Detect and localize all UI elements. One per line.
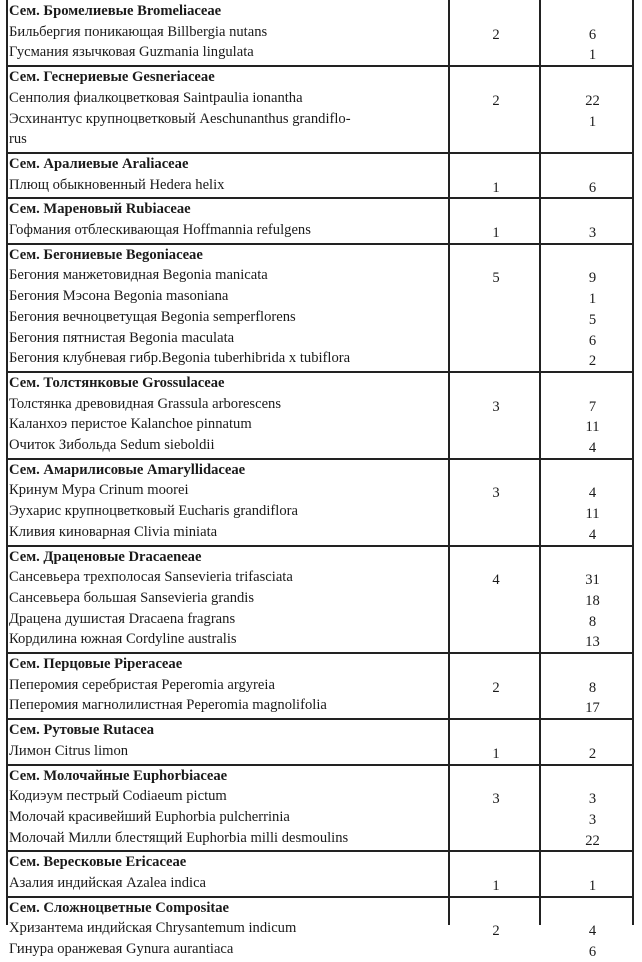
genus-count-cell: 2 — [492, 923, 500, 940]
specimen-count: 11 — [585, 419, 600, 436]
species-name: rus — [9, 131, 27, 148]
specimen-count: 17 — [585, 700, 600, 717]
species-name: Толстянка древовидная Grassula arborescens — [9, 395, 282, 412]
species-name: Кодиэум пестрый Codiaeum pictum — [9, 788, 227, 805]
specimen-count: 3 — [588, 225, 597, 241]
specimen-count: 4 — [588, 526, 597, 543]
family-heading: Сем. Молочайные Euphorbiaceae — [9, 767, 228, 784]
specimen-count: 5 — [588, 311, 597, 328]
specimen-count: 2 — [588, 745, 597, 762]
species-name: Гусмания язычковая Guzmania lingulata — [9, 44, 254, 61]
section-divider — [6, 850, 634, 852]
family-heading: Сем. Мареновый Rubiaceae — [9, 201, 191, 218]
species-name: Лимон Citrus limon — [9, 742, 129, 759]
table-border-right — [632, 0, 634, 925]
species-name: Гофмания отблескивающая Hoffmannia refulgens — [9, 222, 311, 238]
specimen-count: 2 — [588, 353, 597, 370]
family-heading: Сем. Геснериевые Gesneriaceae — [9, 69, 215, 86]
species-name: Драцена душистая Dracaena fragrans — [9, 610, 236, 627]
family-heading: Сем. Драценовые Dracaeneae — [9, 548, 202, 565]
species-name: Гинура оранжевая Gynura aurantiaca — [9, 941, 234, 958]
genus-count-cell: 3 — [492, 398, 500, 415]
plant-table — [6, 0, 634, 961]
species-name: Эсхинантус крупноцветковый Aeschunanthus grandiflo- — [9, 110, 351, 127]
genus-count-cell: 2 — [492, 679, 500, 696]
specimen-count: 4 — [588, 485, 597, 502]
specimen-count: 22 — [585, 92, 600, 109]
section-divider — [6, 718, 634, 720]
genus-count-cell: 2 — [492, 26, 500, 43]
family-heading: Сем. Бегониевые Begoniaceae — [9, 246, 203, 263]
specimen-count: 11 — [585, 506, 600, 523]
specimen-count: 7 — [588, 398, 597, 415]
specimen-count: 1 — [588, 878, 597, 894]
specimen-count: 1 — [588, 291, 597, 308]
species-name: Кордилина южная Cordyline australis — [9, 631, 237, 648]
specimen-count: 6 — [588, 944, 597, 961]
species-name: Кливия киноварная Clivia miniata — [9, 523, 218, 540]
specimen-count: 1 — [588, 113, 597, 130]
species-name: Сенполия фиалкоцветковая Saintpaulia ionantha — [9, 89, 303, 106]
specimen-count: 3 — [588, 811, 597, 828]
genus-count-cell: 5 — [492, 270, 500, 287]
species-name: Хризантема индийская Chrysantemum indicum — [9, 920, 297, 937]
specimen-count: 3 — [588, 791, 597, 808]
genus-count-cell: 1 — [492, 179, 500, 196]
specimen-count: 1 — [588, 47, 597, 64]
species-name: Молочай красивейший Euphorbia pulcherrinia — [9, 808, 290, 825]
column-divider-2 — [539, 0, 541, 925]
specimen-count: 4 — [588, 923, 597, 940]
genus-count-cell: 4 — [492, 572, 500, 589]
section-divider — [6, 152, 634, 154]
family-heading: Сем. Вересковые Ericaceae — [9, 854, 187, 871]
section-divider — [6, 545, 634, 547]
section-divider — [6, 458, 634, 460]
section-divider — [6, 243, 634, 245]
specimen-count: 8 — [588, 613, 597, 630]
family-heading: Сем. Бромелиевые Bromeliaceae — [9, 3, 222, 19]
specimen-count: 31 — [585, 572, 600, 589]
family-heading: Сем. Амарилисовые Amaryllidaceae — [9, 461, 246, 478]
genus-count-cell: 1 — [492, 745, 500, 762]
genus-count-cell: 3 — [492, 791, 500, 808]
species-name: Очиток Зибольда Sedum sieboldii — [9, 437, 215, 453]
species-name: Бегония клубневая гибр.Begonia tuberhibrida x tubiflora — [9, 350, 351, 367]
section-divider — [6, 764, 634, 766]
section-divider — [6, 896, 634, 898]
specimen-count: 4 — [588, 440, 597, 456]
species-name: Молочай Милли блестящий Euphorbia milli desmoulins — [9, 829, 349, 846]
section-divider — [6, 371, 634, 373]
column-divider-1 — [448, 0, 450, 925]
species-name: Кринум Мура Crinum moorei — [9, 482, 189, 499]
species-name: Каланхоэ перистое Kalanchoe pinnatum — [9, 416, 252, 433]
section-divider — [6, 652, 634, 654]
species-name: Пеперомия магнолилистная Peperomia magnolifolia — [9, 697, 327, 714]
genus-count-cell: 1 — [492, 225, 500, 241]
species-name: Бильбергия поникающая Billbergia nutans — [9, 23, 268, 40]
specimen-count: 6 — [588, 332, 597, 349]
species-name: Сансевьера трехполосая Sansevieria trifasciata — [9, 569, 293, 586]
section-divider — [6, 197, 634, 199]
genus-count-cell: 3 — [492, 485, 500, 502]
species-name: Эухарис крупноцветковый Eucharis grandiflora — [9, 503, 298, 520]
specimen-count: 9 — [588, 270, 597, 287]
species-name: Бегония вечноцветущая Begonia semperflorens — [9, 308, 296, 325]
family-heading: Сем. Сложноцветные Compositae — [9, 899, 230, 916]
species-name: Бегония пятнистая Begonia maculata — [9, 329, 235, 346]
species-name: Бегония Мэсона Begonia masoniana — [9, 288, 229, 305]
genus-count-cell: 1 — [492, 878, 500, 894]
family-heading: Сем. Аралиевые Araliaceae — [9, 155, 189, 172]
table-border-left — [6, 0, 8, 925]
genus-count-cell: 2 — [492, 92, 500, 109]
specimen-count: 6 — [588, 179, 597, 196]
specimen-count: 8 — [588, 679, 597, 696]
specimen-count: 6 — [588, 26, 597, 43]
section-divider — [6, 65, 634, 67]
family-heading: Сем. Рутовые Rutacea — [9, 722, 155, 739]
specimen-count: 13 — [585, 634, 600, 651]
specimen-count: 18 — [585, 592, 600, 609]
family-heading: Сем. Толстянковые Grossulaceae — [9, 374, 225, 391]
species-name: Сансевьера большая Sansevieria grandis — [9, 589, 255, 606]
family-heading: Сем. Перцовые Piperaceae — [9, 656, 183, 672]
species-name: Бегония манжетовидная Begonia manicata — [9, 267, 268, 284]
species-name: Плющ обыкновенный Hedera helix — [9, 176, 225, 193]
species-name: Пеперомия серебристая Peperomia argyreia — [9, 676, 275, 693]
specimen-count: 22 — [585, 832, 600, 849]
species-name: Азалия индийская Azalea indica — [9, 875, 207, 891]
